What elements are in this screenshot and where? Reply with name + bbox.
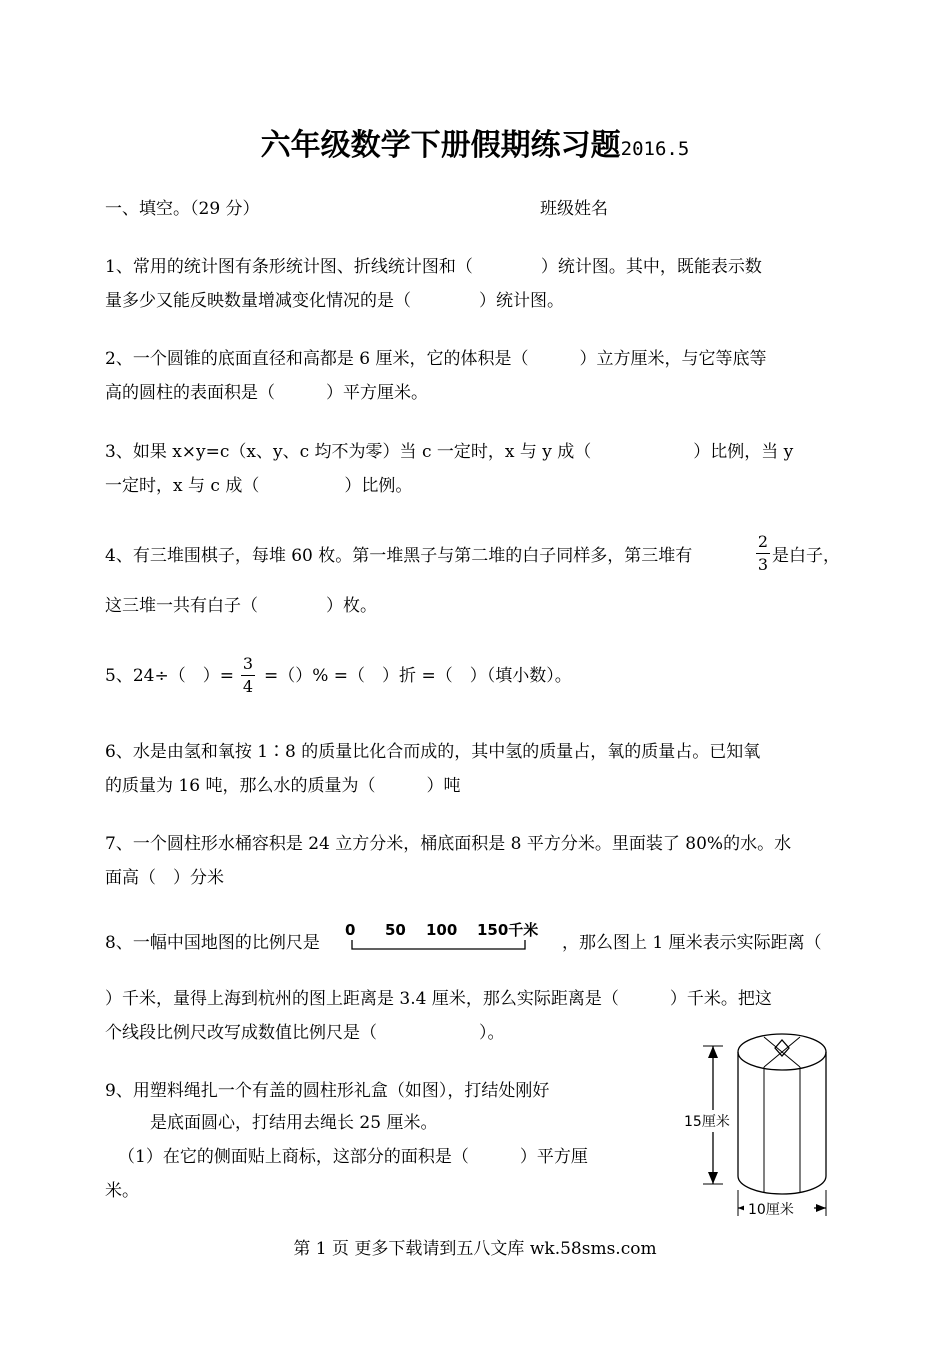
scale-label-0: 0 xyxy=(345,921,356,939)
q9-line-4: 米。 xyxy=(105,1181,139,1201)
cylinder-figure xyxy=(680,1030,850,1220)
q5-fraction-numerator: 3 xyxy=(242,654,254,673)
q9-line-2: 是底面圆心，打结用去绳长 25 厘米。 xyxy=(150,1113,438,1133)
q4-fraction-numerator: 2 xyxy=(757,532,769,551)
q1-line-2: 量多少又能反映数量增减变化情况的是（ ）统计图。 xyxy=(105,291,564,311)
scale-label-100: 100 xyxy=(426,921,458,939)
q4-line-1b: 是白子， xyxy=(772,546,840,566)
q8-line-3: 个线段比例尺改写成数值比例尺是（ ）。 xyxy=(105,1023,505,1043)
section-heading: 一、填空。（29 分） xyxy=(105,199,260,219)
scale-bar-line xyxy=(352,940,525,949)
scale-bar xyxy=(340,918,550,952)
cylinder-bottom xyxy=(738,1176,826,1194)
q5-part-b: =（）% =（ ）折 =（ ）（填小数）。 xyxy=(264,666,572,686)
q4-line-1a: 4、有三堆围棋子，每堆 60 枚。第一堆黑子与第二堆的白子同样多，第三堆有 xyxy=(105,546,693,566)
q9-line-3: （1）在它的侧面贴上商标，这部分的面积是（ ）平方厘 xyxy=(118,1147,588,1167)
height-arrow-up-icon xyxy=(708,1046,718,1058)
q5-fraction xyxy=(241,655,255,696)
q1-line-1: 1、常用的统计图有条形统计图、折线统计图和（ ）统计图。其中，既能表示数 xyxy=(105,257,762,277)
width-arrow-right-icon xyxy=(816,1204,826,1212)
q7-line-2: 面高（ ）分米 xyxy=(105,868,224,888)
page-title xyxy=(0,120,950,164)
q4-fraction-denominator: 3 xyxy=(757,555,769,574)
page-footer: 第 1 页 更多下载请到五八文库 wk.58sms.com xyxy=(293,1239,657,1259)
scale-label-150: 150千米 xyxy=(477,921,539,939)
scale-label-50: 50 xyxy=(385,921,406,939)
q3-line-2: 一定时，x 与 c 成（ ）比例。 xyxy=(105,476,413,496)
title-year: 2016.5 xyxy=(620,138,690,160)
q5-part-a: 5、24÷（ ）= xyxy=(105,666,234,686)
q7-line-1: 7、一个圆柱形水桶容积是 24 立方分米，桶底面积是 8 平方分米。里面装了 80%的水。水 xyxy=(105,834,792,854)
q6-line-2: 的质量为 16 吨，那么水的质量为（ ）吨 xyxy=(105,776,461,796)
q8-line-2: ）千米，量得上海到杭州的图上距离是 3.4 厘米，那么实际距离是（ ）千米。把这 xyxy=(105,989,772,1009)
title-text: 六年级数学下册假期练习题 xyxy=(260,128,621,163)
diameter-label: 10厘米 xyxy=(748,1202,794,1218)
q9-line-1: 9、用塑料绳扎一个有盖的圆柱形礼盒（如图），打结处刚好 xyxy=(105,1081,550,1101)
q8-line-1b: ，那么图上 1 厘米表示实际距离（ xyxy=(562,933,822,953)
q6-line-1: 6、水是由氢和氧按 1∶8 的质量比化合而成的，其中氢的质量占，氧的质量占。已知氧 xyxy=(105,742,761,762)
q2-line-1: 2、一个圆锥的底面直径和高都是 6 厘米，它的体积是（ ）立方厘米，与它等底等 xyxy=(105,349,767,369)
class-name-label: 班级姓名 xyxy=(540,199,608,219)
q2-line-2: 高的圆柱的表面积是（ ）平方厘米。 xyxy=(105,383,428,403)
height-arrow-down-icon xyxy=(708,1172,718,1184)
q5-fraction-denominator: 4 xyxy=(242,677,254,696)
height-label: 15厘米 xyxy=(684,1114,730,1130)
q4-line-2: 这三堆一共有白子（ ）枚。 xyxy=(105,596,377,616)
q8-line-1a: 8、一幅中国地图的比例尺是 xyxy=(105,933,320,953)
q4-fraction xyxy=(756,533,770,574)
q3-line-1: 3、如果 x×y=c（x、y、c 均不为零）当 c 一定时，x 与 y 成（ ）比例，当 y xyxy=(105,442,794,462)
